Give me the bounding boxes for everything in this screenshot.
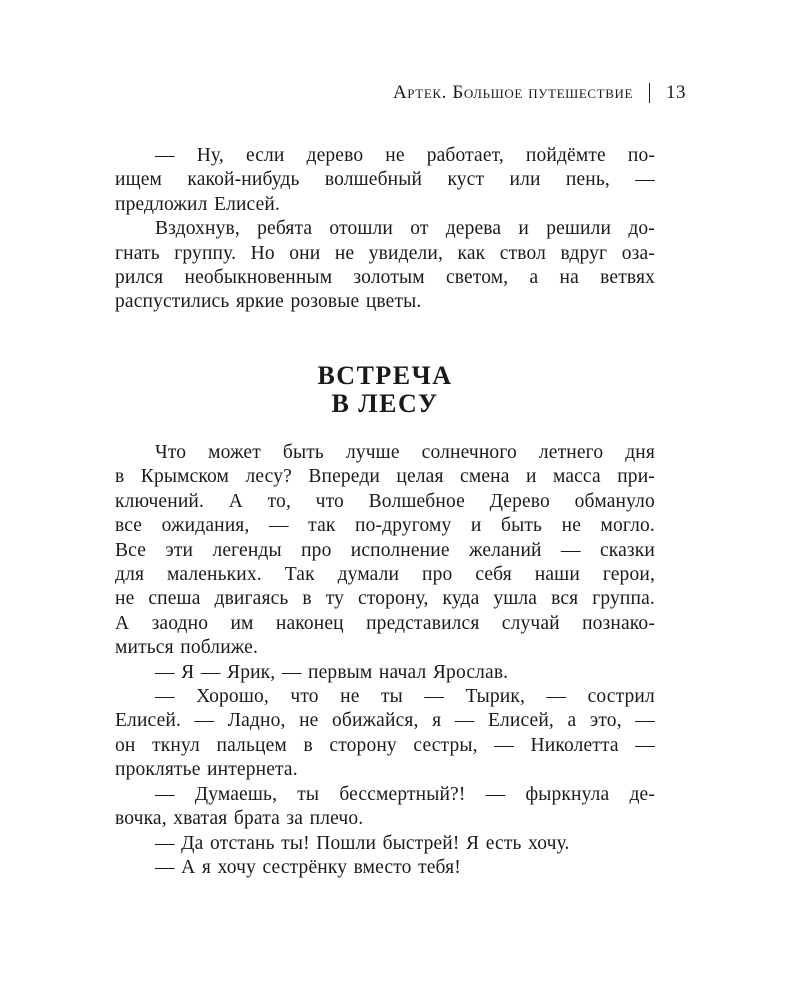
text-line: не спеша двигаясь в ту сторону, куда ушла вся группа. xyxy=(115,588,655,610)
dialogue-line: — Думаешь, ты бессмертный?! — фыркнула де- xyxy=(155,783,655,805)
paragraphs-before-chapter xyxy=(115,144,655,315)
text-line: Вздохнув, ребята отошли от дерева и решили до- xyxy=(155,218,655,240)
text-line: ключений. А то, что Волшебное Дерево обмануло xyxy=(115,490,655,512)
text-line: Все эти легенды про исполнение желаний — сказки xyxy=(115,539,655,561)
chapter-body xyxy=(115,441,655,880)
text-line: миться поближе. xyxy=(115,637,258,659)
dialogue-line: вочка, хватая брата за плечо. xyxy=(115,808,364,830)
dialogue-line: — Я — Ярик, — первым начал Ярослав. xyxy=(155,661,509,683)
text-line: ищем какой-нибудь волшебный куст или пень, — xyxy=(115,169,655,191)
text-line: Что может быть лучше солнечного летнего дня xyxy=(155,442,655,463)
running-header xyxy=(393,82,686,104)
dialogue-line: — Хорошо, что не ты — Тырик, — сострил xyxy=(155,686,655,708)
text-line: распустились яркие розовые цветы. xyxy=(115,291,422,313)
chapter-title-line-1: ВСТРЕЧА xyxy=(317,361,453,390)
text-line: предложил Елисей. xyxy=(115,193,281,215)
text-line: для маленьких. Так думали про себя наши герои, xyxy=(115,564,655,586)
dialogue-line: — А я хочу сестрёнку вместо тебя! xyxy=(155,856,461,878)
text-line: — Ну, если дерево не работает, пойдёмте по- xyxy=(155,145,655,166)
dialogue-line: он ткнул пальцем в сторону сестры, — Николетта — xyxy=(115,734,655,756)
page-number: 13 xyxy=(666,82,686,103)
book-title: Артек. Большое путешествие xyxy=(392,82,633,103)
text-line: А заодно им наконец представился случай познако- xyxy=(115,612,655,634)
dialogue-line: — Да отстань ты! Пошли быстрей! Я есть хочу. xyxy=(155,832,570,854)
chapter-title-line-2: В ЛЕСУ xyxy=(331,389,439,418)
header-divider xyxy=(649,83,650,103)
dialogue-line: Елисей. — Ладно, не обижайся, я — Елисей, а это, — xyxy=(115,710,655,732)
text-line: рился необыкновенным золотым светом, а на ветвях xyxy=(115,267,655,289)
text-line: все ожидания, — так по-другому и быть не могло. xyxy=(115,515,655,537)
dialogue-line: проклятье интернета. xyxy=(115,759,298,781)
text-line: гнать группу. Но они не увидели, как ствол вдруг оза- xyxy=(115,242,655,264)
text-line: в Крымском лесу? Впереди целая смена и масса при- xyxy=(115,466,655,488)
chapter-title xyxy=(115,362,655,418)
